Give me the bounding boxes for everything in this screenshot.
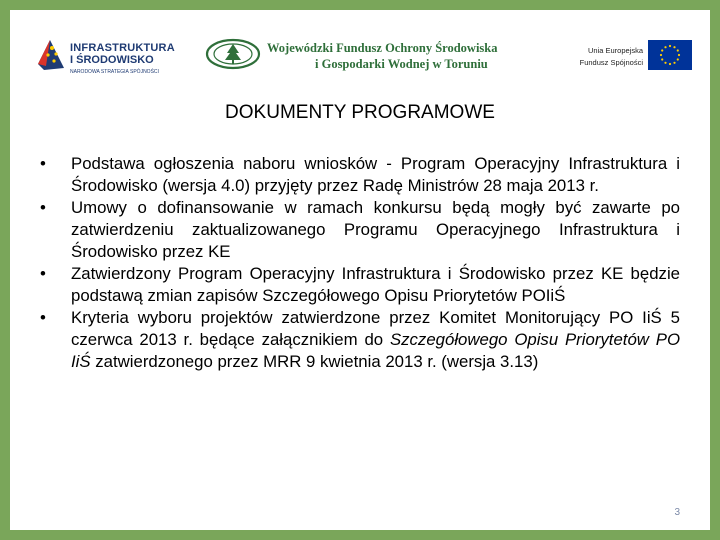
eu-star-icon [661,58,663,60]
infrastruktura-flag-icon [36,38,66,72]
wfos-logo-line2: i Gospodarki Wodnej w Toruniu [315,57,488,71]
eu-star-icon [673,62,675,64]
eu-star-icon [677,58,679,60]
eu-caption-line1: Unia Europejska [587,46,643,55]
infrastruktura-logo-line2: I ŚRODOWISKO [70,54,154,66]
list-item [38,153,680,197]
list-item-text: Podstawa ogłoszenia naboru wniosków - Program Operacyjny Infrastruktura i Środowisko (wersja 4.0) przyjęty przez Radę Ministrów 28 maja 2013 r. [71,154,680,195]
list-item-text: Umowy o dofinansowanie w ramach konkursu będą mogły być zawarte po zatwierdzeniu zaktualizowanego Programu Operacyjnego Infrastruktura i Środowisko przez KE [71,198,680,261]
eu-star-icon [678,54,680,56]
slide [10,10,710,530]
eu-star-icon [669,45,671,47]
bullet-list [38,153,680,373]
bullet-icon: • [40,308,46,327]
bullet-icon: • [40,154,46,173]
bullet-icon: • [40,264,46,283]
eu-star-icon [661,49,663,51]
eu-star-icon [669,63,671,65]
infrastruktura-logo-line1: INFRASTRUKTURA [70,42,175,54]
eu-star-icon [664,62,666,64]
list-item [38,263,680,307]
page-number: 3 [674,507,680,518]
wfos-tree-emblem-icon [205,38,261,70]
eu-star-icon [660,54,662,56]
infrastruktura-logo [36,38,186,88]
eu-flag-icon [648,40,692,70]
list-item-text: Zatwierdzony Program Operacyjny Infrastruktura i Środowisko przez KE będzie podstawą zmian zapisów Szczegółowego Opisu Priorytetów POIiŚ [71,264,680,305]
bullet-icon: • [40,198,46,217]
list-item-text-italic: Szczegółowego Opisu Priorytetów PO IiŚ [71,330,680,371]
list-item-text-before: Kryteria wyboru projektów zatwierdzone przez Komitet Monitorujący PO IiŚ 5 czerwca 2013 r. będące załącznikiem do [71,308,680,349]
eu-star-icon [673,46,675,48]
list-item-text-after: zatwierdzonego przez MRR 9 kwietnia 2013 r. (wersja 3.13) [90,352,539,371]
wfos-logo-line1: Wojewódzki Fundusz Ochrony Środowiska [267,41,498,55]
eu-caption [555,45,643,69]
page-title: DOKUMENTY PROGRAMOWE [225,102,495,123]
eu-star-icon [664,46,666,48]
list-item [38,307,680,373]
eu-star-icon [677,49,679,51]
wfos-logo [205,38,525,80]
list-item [38,197,680,263]
eu-caption-line2: Fundusz Spójności [579,58,643,67]
infrastruktura-logo-line3: NARODOWA STRATEGIA SPÓJNOŚCI [70,69,159,75]
